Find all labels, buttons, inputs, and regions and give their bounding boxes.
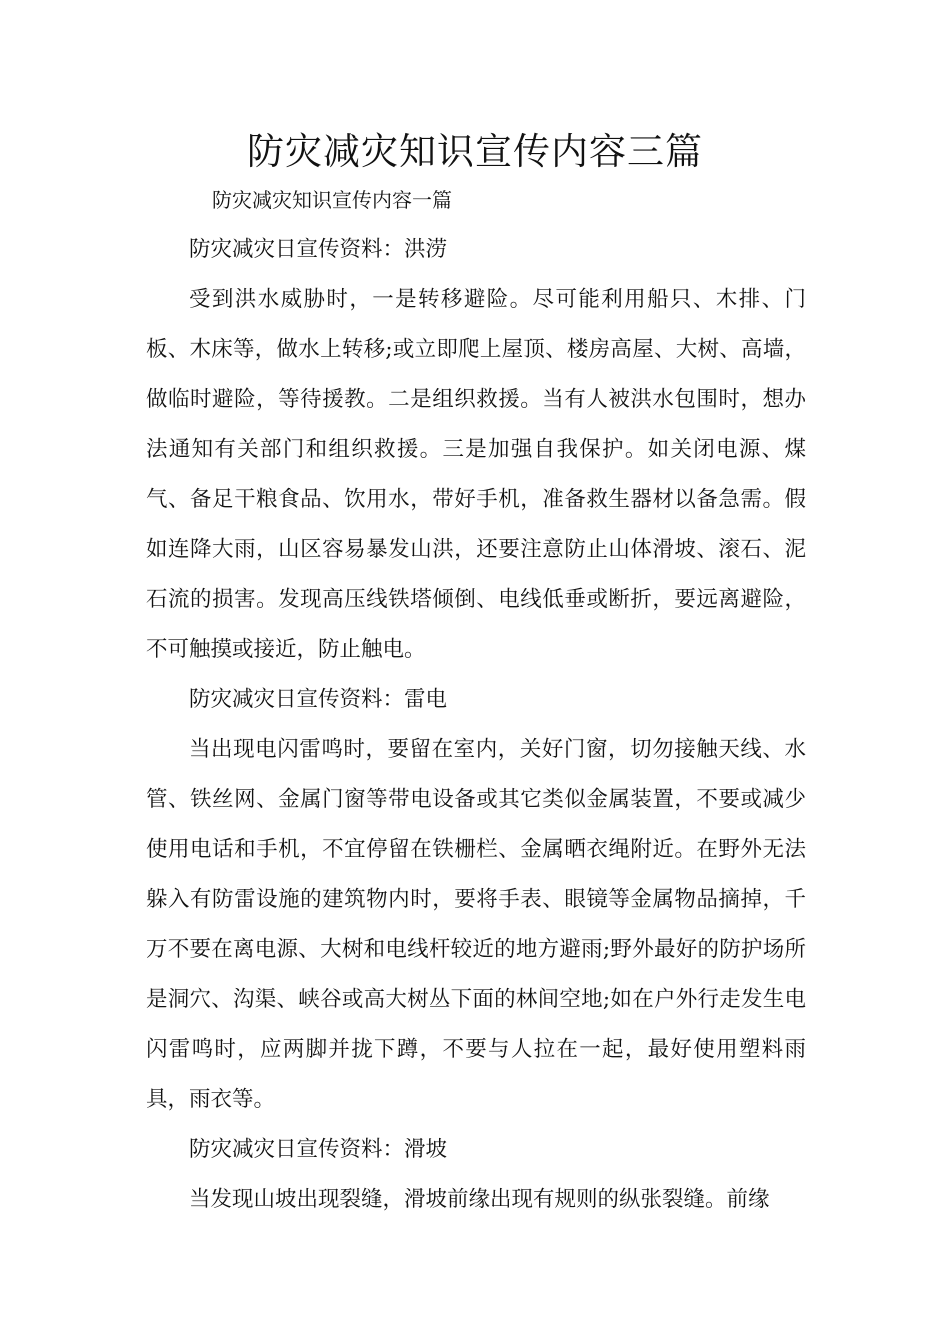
section-heading-lightning: 防灾减灾日宣传资料：雷电 [189,687,448,712]
document-title: 防灾减灾知识宣传内容三篇 [247,130,703,173]
section-heading-flood: 防灾减灾日宣传资料：洪涝 [189,237,448,262]
paragraph-flood: 受到洪水威胁时，一是转移避险。尽可能利用船只、木排、门板、木床等，做水上转移;或立即爬上屋顶、楼房高屋、大树、高墙，做临时避险，等待援教。二是组织救援。当有人被洪水包围时，想办法通知有关部门和组织救援。三是加强自我保护。如关闭电源、煤气、备足干粮食品、饮用水，带好手机，准备救生器材以备急需。假如连降大雨，山区容易暴发山洪，还要注意防止山体滑坡、滚石、泥石流的损害。发现高压线铁塔倾倒、电线低垂或断折，要远离避险，不可触摸或接近，防止触电。 [146,287,806,662]
paragraph-lightning: 当出现电闪雷鸣时，要留在室内，关好门窗，切勿接触天线、水管、铁丝网、金属门窗等带电设备或其它类似金属装置，不要或减少使用电话和手机，不宜停留在铁栅栏、金属晒衣绳附近。在野外无法躲入有防雷设施的建筑物内时，要将手表、眼镜等金属物品摘掉，千万不要在离电源、大树和电线杆较近的地方避雨;野外最好的防护场所是洞穴、沟渠、峡谷或高大树丛下面的林间空地;如在户外行走发生电闪雷鸣时，应两脚并拢下蹲，不要与人拉在一起，最好使用塑料雨具，雨衣等。 [146,737,806,1112]
document-body [146,225,806,1225]
section-heading-landslide: 防灾减灾日宣传资料：滑坡 [189,1137,448,1162]
paragraph-landslide: 当发现山坡出现裂缝，滑坡前缘出现有规则的纵张裂缝。前缘 [189,1187,770,1212]
document-subtitle: 防灾减灾知识宣传内容一篇 [212,188,452,212]
